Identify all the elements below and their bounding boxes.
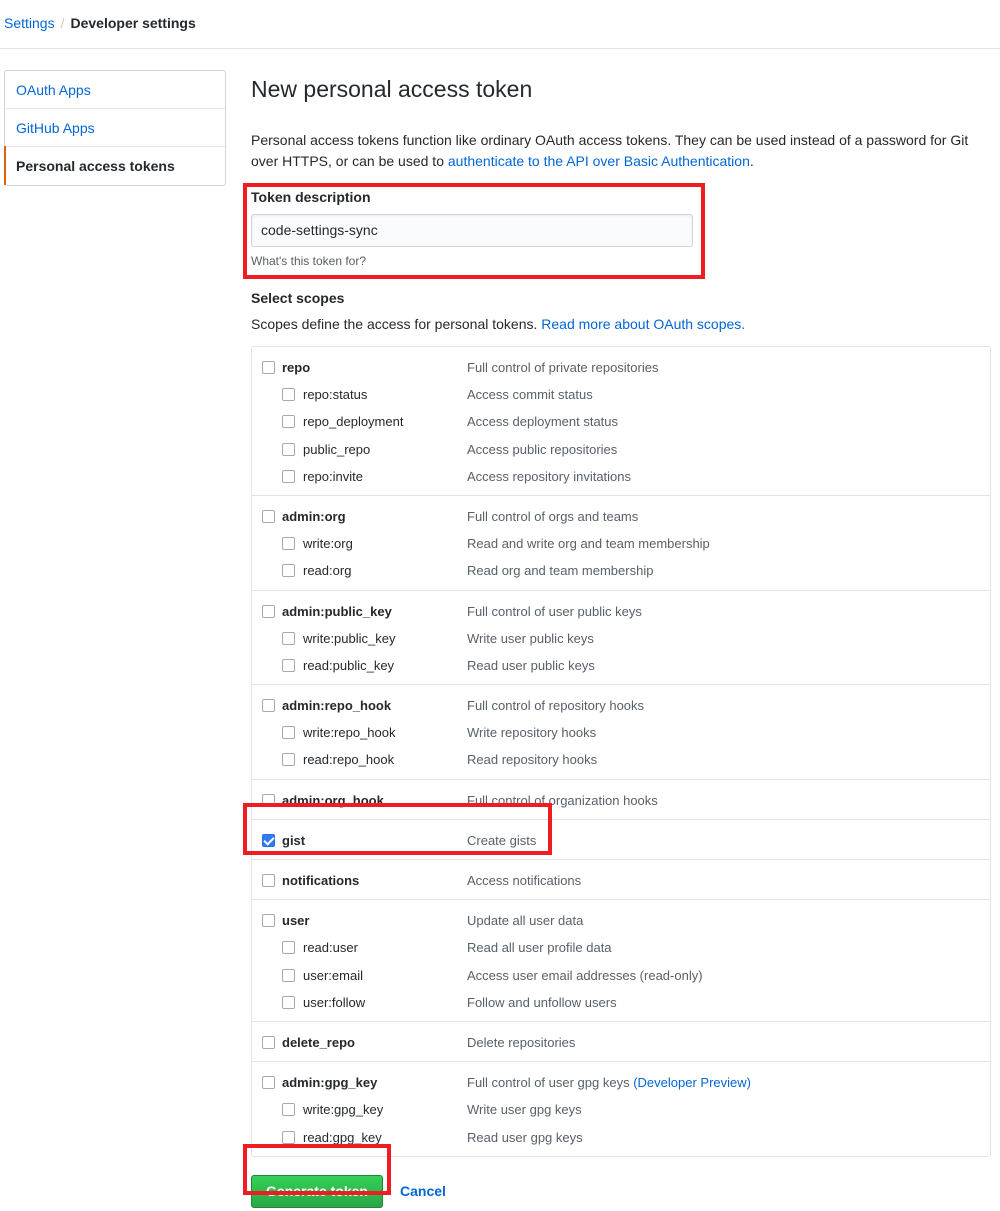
scope-name[interactable]: admin:org_hook [282, 792, 384, 808]
scope-description [467, 746, 597, 773]
scope-description-text: Access repository invitations [467, 468, 632, 484]
scope-group-repo [252, 347, 990, 496]
scope-group-admin-repo-hook [252, 685, 990, 780]
scope-description [467, 381, 593, 408]
scope-checkbox-user-follow[interactable] [282, 996, 295, 1009]
scope-checkbox-admin-org-hook[interactable] [262, 794, 275, 807]
scope-checkbox-repo-status[interactable] [282, 388, 295, 401]
scope-row-admin-org-hook [252, 787, 990, 814]
scope-name[interactable]: user:follow [303, 994, 366, 1010]
scope-row-admin-gpg-key [252, 1069, 990, 1096]
scope-row-notifications [252, 867, 990, 894]
scope-checkbox-admin-gpg-key[interactable] [262, 1076, 275, 1089]
scope-description-text: Full control of user gpg keys [467, 1075, 630, 1091]
scope-description [467, 625, 594, 652]
sidebar-item-oauth-apps[interactable]: OAuth Apps [5, 71, 225, 109]
scope-row-admin-repo-hook [252, 692, 990, 719]
scope-row-gist [252, 827, 990, 854]
scope-description [467, 652, 595, 679]
token-description-label: Token description [251, 189, 371, 205]
scope-row-read-org [252, 557, 990, 584]
scope-checkbox-read-org[interactable] [282, 564, 295, 577]
scope-row-admin-org [252, 503, 990, 530]
scope-description-text: Read all user profile data [467, 940, 612, 956]
scope-description [467, 989, 617, 1016]
header-divider [0, 48, 1000, 49]
scope-group-admin-org [252, 496, 990, 591]
scope-row-write-org [252, 530, 990, 557]
scope-description [467, 408, 618, 435]
scope-group-user [252, 900, 990, 1022]
sidebar [4, 70, 226, 186]
sidebar-item-personal-access-tokens[interactable]: Personal access tokens [5, 147, 225, 185]
scope-checkbox-admin-public-key[interactable] [262, 605, 275, 618]
scope-checkbox-user-email[interactable] [282, 969, 295, 982]
scope-description-text: Access notifications [467, 873, 582, 888]
scope-name[interactable]: user:email [303, 967, 363, 983]
scope-name[interactable]: gist [282, 832, 306, 848]
scope-name[interactable]: write:gpg_key [303, 1102, 384, 1118]
scope-description [467, 354, 658, 381]
intro-body: Personal access tokens function like ordinary OAuth access tokens. They can be used instead of a password for Git over HTTPS, or can be used to [251, 132, 969, 169]
scope-checkbox-notifications[interactable] [262, 874, 275, 887]
scope-description-text: Write user gpg keys [467, 1102, 582, 1118]
scope-name[interactable]: read:public_key [303, 657, 395, 673]
scope-name[interactable]: notifications [282, 873, 360, 888]
breadcrumb [4, 13, 196, 33]
scope-name[interactable]: repo_deployment [303, 414, 404, 430]
scope-name[interactable]: admin:org [282, 508, 346, 524]
scope-row-repo-invite [252, 463, 990, 490]
scope-group-admin-org-hook [252, 780, 990, 820]
scope-description-text: Read user public keys [467, 657, 595, 673]
scope-description-text: Access user email addresses (read-only) [467, 967, 703, 983]
scope-description [467, 787, 658, 814]
scope-name[interactable]: read:org [303, 563, 352, 579]
scope-name[interactable]: admin:repo_hook [282, 698, 392, 714]
scope-description-text: Full control of user public keys [467, 603, 642, 619]
scope-group-delete-repo [252, 1022, 990, 1062]
scopes-list [251, 346, 991, 1157]
scope-checkbox-read-user[interactable] [282, 941, 295, 954]
scope-checkbox-read-public-key[interactable] [282, 659, 295, 672]
scope-description-text: Full control of organization hooks [467, 792, 658, 808]
scope-checkbox-repo-deployment[interactable] [282, 415, 295, 428]
scope-description-text: Full control of repository hooks [467, 698, 645, 714]
scope-description [467, 907, 583, 934]
generate-token-button[interactable]: Generate token [251, 1175, 383, 1208]
scope-group-notifications [252, 860, 990, 900]
scope-checkbox-write-repo-hook[interactable] [282, 726, 295, 739]
scope-description [467, 1029, 575, 1056]
scope-description-text: Read org and team membership [467, 563, 654, 579]
scope-name[interactable]: write:public_key [303, 630, 396, 646]
token-description-note: What's this token for? [251, 254, 367, 268]
scope-description-text: Full control of private repositories [467, 360, 659, 375]
oauth-scopes-link[interactable]: Read more about OAuth scopes. [541, 316, 746, 332]
scope-checkbox-public-repo[interactable] [282, 443, 295, 456]
scopes-help-body: Scopes define the access for personal tokens. [251, 316, 542, 332]
scope-checkbox-repo-invite[interactable] [282, 470, 295, 483]
scope-name[interactable]: repo:status [303, 387, 368, 403]
scope-description-text: Update all user data [467, 913, 584, 929]
scope-group-gist [252, 820, 990, 860]
scope-description [467, 436, 617, 463]
scope-checkbox-write-org[interactable] [282, 537, 295, 550]
scope-row-read-repo-hook [252, 746, 990, 773]
scope-name[interactable]: admin:public_key [282, 603, 392, 619]
scope-row-read-public-key [252, 652, 990, 679]
scope-row-repo-deployment [252, 408, 990, 435]
scope-row-read-gpg-key [252, 1124, 990, 1151]
sidebar-item-github-apps[interactable]: GitHub Apps [5, 109, 225, 147]
scope-description-text: Full control of orgs and teams [467, 508, 639, 524]
scope-row-write-gpg-key [252, 1096, 990, 1123]
scope-row-public-repo [252, 436, 990, 463]
scope-checkbox-read-gpg-key[interactable] [282, 1131, 295, 1144]
scope-description [467, 557, 653, 584]
scope-checkbox-write-gpg-key[interactable] [282, 1103, 295, 1116]
token-description-input[interactable]: code-settings-sync [251, 214, 693, 247]
breadcrumb-current: Developer settings [70, 15, 196, 31]
scope-description [467, 1124, 583, 1151]
scope-group-admin-gpg-key [252, 1062, 990, 1156]
intro-text [251, 130, 991, 172]
scope-checkbox-admin-repo-hook[interactable] [262, 699, 275, 712]
select-scopes-heading: Select scopes [251, 290, 345, 306]
scope-name[interactable]: write:repo_hook [303, 725, 396, 741]
developer-preview-link[interactable]: (Developer Preview) [633, 1075, 751, 1091]
scope-description-text: Write repository hooks [467, 725, 597, 741]
scope-description-text: Access deployment status [467, 414, 619, 430]
scope-description-text: Read and write org and team membership [467, 536, 710, 552]
scope-checkbox-read-repo-hook[interactable] [282, 753, 295, 766]
scope-row-read-user [252, 934, 990, 961]
scope-description-text: Follow and unfollow users [467, 994, 617, 1010]
scope-group-admin-public-key [252, 591, 990, 686]
scope-name[interactable]: read:repo_hook [303, 752, 395, 768]
scope-description [467, 719, 596, 746]
scope-checkbox-user[interactable] [262, 914, 275, 927]
scope-description [467, 1096, 582, 1123]
intro-end: . [749, 153, 754, 169]
scope-description-text: Create gists [467, 832, 537, 848]
scope-row-write-repo-hook [252, 719, 990, 746]
scope-checkbox-admin-org[interactable] [262, 510, 275, 523]
scope-description [467, 692, 644, 719]
scope-description [467, 934, 612, 961]
scope-row-write-public-key [252, 625, 990, 652]
scope-description-text: Write user public keys [467, 630, 594, 646]
scope-description-text: Access public repositories [467, 441, 618, 457]
scope-description [467, 598, 642, 625]
scope-name[interactable]: public_repo [303, 441, 371, 457]
scope-description [467, 503, 638, 530]
scope-name[interactable]: repo [282, 360, 311, 375]
breadcrumb-separator: / [60, 15, 65, 31]
scope-checkbox-delete-repo[interactable] [262, 1036, 275, 1049]
scope-row-delete-repo [252, 1029, 990, 1056]
scope-description-text: Read user gpg keys [467, 1129, 583, 1145]
scope-description [467, 867, 581, 894]
scopes-help-text [251, 314, 991, 334]
scope-name[interactable]: admin:gpg_key [282, 1075, 378, 1091]
scope-description [467, 463, 631, 490]
scope-checkbox-gist[interactable] [262, 834, 275, 847]
scope-row-user [252, 907, 990, 934]
scope-row-repo-status [252, 381, 990, 408]
scope-name[interactable]: user [282, 913, 310, 929]
scope-row-repo [252, 354, 990, 381]
main-content [251, 70, 991, 1211]
scope-row-user-follow [252, 989, 990, 1016]
scope-description [467, 827, 536, 854]
scope-description-text: Delete repositories [467, 1034, 576, 1050]
basic-auth-link[interactable]: authenticate to the API over Basic Authentication [447, 153, 750, 169]
scope-row-admin-public-key [252, 598, 990, 625]
scope-name[interactable]: read:user [303, 940, 358, 956]
breadcrumb-settings-link[interactable]: Settings [4, 15, 55, 31]
scope-checkbox-write-public-key[interactable] [282, 632, 295, 645]
scope-row-user-email [252, 962, 990, 989]
cancel-link[interactable]: Cancel [400, 1182, 446, 1199]
scope-description [467, 530, 710, 557]
scope-checkbox-repo[interactable] [262, 361, 275, 374]
scope-description [467, 1069, 751, 1096]
scope-description [467, 962, 703, 989]
scope-name[interactable]: read:gpg_key [303, 1129, 382, 1145]
scope-name[interactable]: write:org [303, 536, 353, 552]
scope-name[interactable]: repo:invite [303, 468, 363, 484]
page-title: New personal access token [251, 76, 533, 102]
scope-description-text: Read repository hooks [467, 752, 598, 768]
scope-description-text: Access commit status [467, 387, 593, 403]
scope-name[interactable]: delete_repo [282, 1034, 355, 1050]
